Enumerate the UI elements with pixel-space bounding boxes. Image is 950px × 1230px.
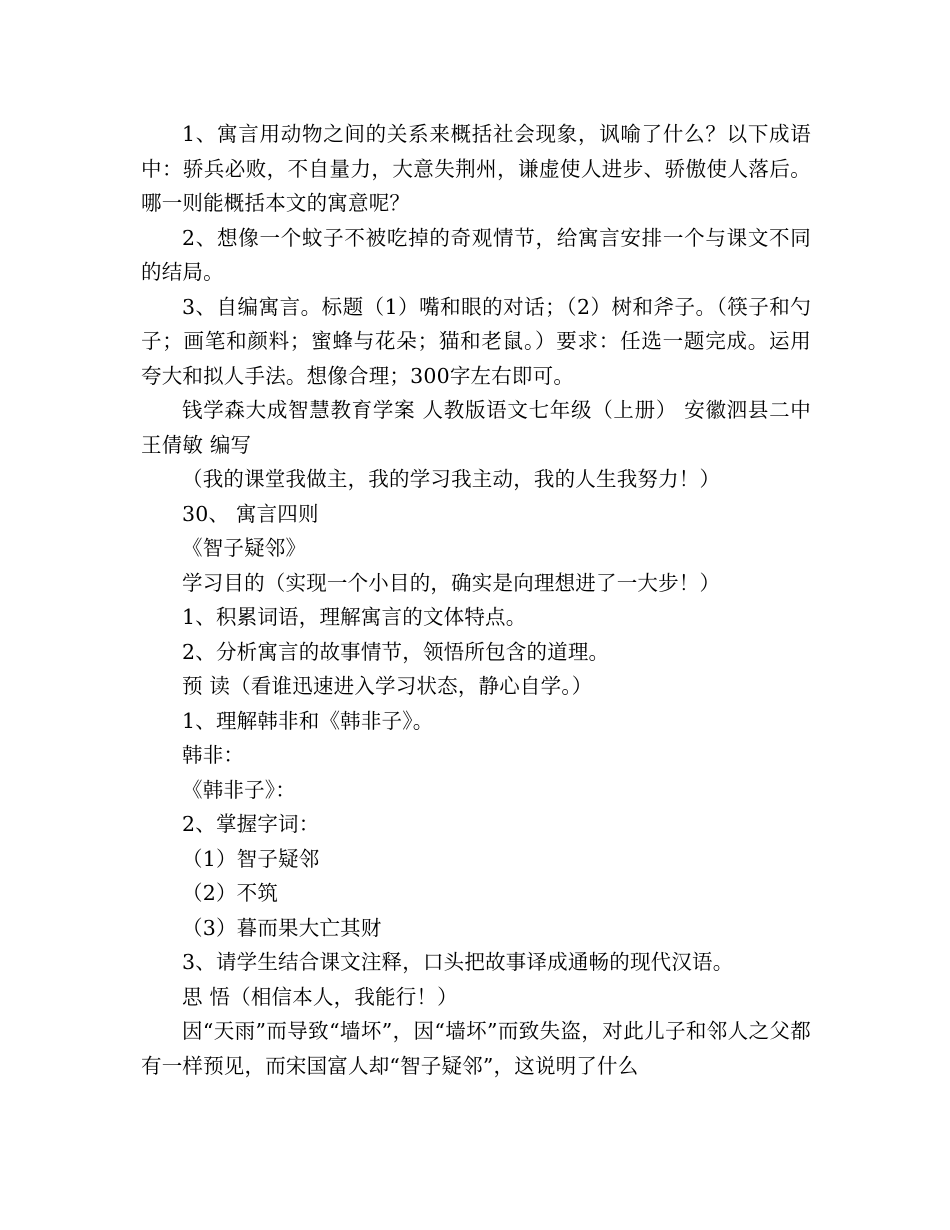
- document-page: [141, 117, 811, 1083]
- preview-item-1: 1、理解韩非和《韩非子》。: [182, 708, 434, 733]
- preview-heading: 预 读（看谁迅速进入学习状态，静心自学。）: [182, 674, 593, 698]
- learning-goal-2: 2、分析寓言的故事情节，领悟所包含的道理。: [182, 639, 610, 664]
- lesson-title: 30、 寓言四则: [182, 501, 319, 526]
- motto: （我的课堂我做主，我的学习我主动，我的人生我努力！）: [182, 467, 721, 491]
- learning-goals-heading: 学习目的（实现一个小目的，确实是向理想进了一大步！）: [182, 570, 721, 595]
- hanfei-label: 韩非：: [182, 743, 245, 767]
- preview-item-3: 3、请学生结合课文注释，口头把故事译成通畅的现代汉语。: [182, 950, 734, 974]
- hanfeizi-label: 《韩非子》：: [182, 777, 296, 802]
- vocab-item-1: （1）智子疑邻: [182, 846, 320, 871]
- preview-item-2: 2、掌握字词：: [182, 812, 320, 836]
- learning-goal-1: 1、积累词语，理解寓言的文体特点。: [182, 605, 527, 629]
- vocab-item-2: （2）不筑: [182, 881, 279, 905]
- question-2: 2、想像一个蚊子不被吃掉的奇观情节，给寓言安排一个与课文不同的结局。: [141, 225, 811, 284]
- text-title: 《智子疑邻》: [182, 536, 307, 560]
- reflection-question: 因“天雨”而导致“墙坏”，因“墙坏”而致失盗，对此儿子和邻人之父都有一样预见，而宋国富人却“智子疑邻”，这说明了什么: [141, 1019, 811, 1078]
- question-3: 3、自编寓言。标题（1）嘴和眼的对话；（2）树和斧子。（筷子和勺子；画笔和颜料；蜜蜂与花朵；猫和老鼠。）要求：任选一题完成。运用夸大和拟人手法。想像合理；300字左右即可。: [141, 294, 811, 388]
- document-header: 钱学森大成智慧教育学案 人教版语文七年级（上册） 安徽泗县二中 王倩敏 编写: [141, 398, 811, 457]
- vocab-item-3: （3）暮而果大亡其财: [182, 915, 382, 940]
- question-1: 1、寓言用动物之间的关系来概括社会现象，讽喻了什么？以下成语中：骄兵必败，不自量力，大意失荆州，谦虚使人进步、骄傲使人落后。哪一则能概括本文的寓意呢？: [141, 122, 811, 215]
- reflection-heading: 思 悟（相信本人，我能行！）: [182, 984, 458, 1009]
